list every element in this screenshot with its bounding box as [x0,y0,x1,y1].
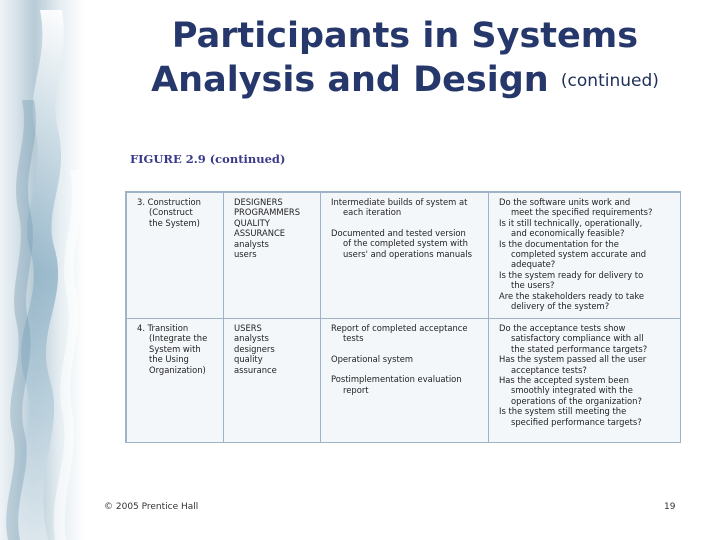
copyright-footer: © 2005 Prentice Hall [104,502,199,512]
slide-title [110,14,700,103]
table-cell [321,193,489,319]
figure-table [125,191,681,443]
cell-line: analysts [234,333,269,344]
table-cell [489,319,681,443]
cell-line: Is it still technically, operationally, [499,217,643,228]
table-cell [127,193,224,319]
cell-line: users' and operations manuals [343,248,472,259]
cell-line: Has the system passed all the user [499,354,647,365]
table-row [127,193,681,319]
page-number: 19 [664,502,676,512]
cell-line: System with [149,343,201,354]
cell-line: the stated performance targets? [511,343,648,354]
cell-line: (Integrate the [149,333,208,344]
cell-line: acceptance tests? [511,364,587,375]
cell-line: DESIGNERS [234,197,283,207]
cell-line: ASSURANCE [234,228,286,239]
cell-line: tests [343,333,364,344]
cell-line: Are the stakeholders ready to take [499,290,645,301]
cell-line: smoothly integrated with the [511,385,633,396]
cell-line: Postimplementation evaluation [331,374,462,385]
cell-line: Has the accepted system been [499,375,629,386]
cell-line [331,218,483,228]
cell-line: USERS [234,323,262,333]
cell-line: assurance [234,364,277,375]
cell-line: adequate? [511,259,556,270]
cell-line: PROGRAMMERS [234,207,301,218]
flame-decoration [0,0,86,540]
cell-line: specified performance targets? [511,416,642,427]
participants-table [126,192,681,443]
cell-line [331,364,483,374]
cell-line: Documented and tested version [331,227,466,238]
cell-line: Intermediate builds of system at [331,197,468,207]
cell-line: 4. Transition [137,323,189,333]
cell-line: Organization) [149,364,206,375]
table-cell [489,193,681,319]
cell-line: completed system accurate and [511,249,647,260]
cell-line: Do the software units work and [499,197,631,207]
cell-line: users [234,249,257,260]
cell-line: (Construct [149,207,193,218]
figure-caption: FIGURE 2.9 (continued) [130,152,286,166]
cell-line: quality [234,354,263,365]
table-cell [224,193,321,319]
cell-line: satisfactory compliance with all [511,333,644,344]
cell-line: QUALITY [234,217,270,228]
cell-line: the Using [149,354,189,365]
cell-line: delivery of the system? [511,301,610,312]
title-suffix: (continued) [560,71,659,91]
cell-line [331,344,483,354]
flame-icon [0,0,86,540]
cell-line: meet the specified requirements? [511,207,653,218]
cell-line: of the completed system with [343,238,468,249]
cell-line: 3. Construction [137,197,201,207]
cell-line: Do the acceptance tests show [499,323,626,333]
cell-line: Is the documentation for the [499,238,619,249]
cell-line: Is the system ready for delivery to [499,269,644,280]
cell-line: designers [234,343,275,354]
cell-line: report [343,384,369,395]
cell-line: and economically feasible? [511,228,625,239]
cell-line: Operational system [331,353,414,364]
title-line-1: Participants in Systems [171,16,639,56]
table-cell [321,319,489,443]
table-cell [224,319,321,443]
title-line-2: Analysis and Design [151,60,549,100]
cell-line: the System) [149,217,200,228]
table-cell [127,319,224,443]
cell-line: the users? [511,280,555,291]
cell-line: Is the system still meeting the [499,406,627,417]
cell-line: operations of the organization? [511,395,642,406]
cell-line: each iteration [343,207,402,218]
table-row [127,319,681,443]
cell-line: Report of completed acceptance [331,323,468,333]
cell-line: analysts [234,238,269,249]
